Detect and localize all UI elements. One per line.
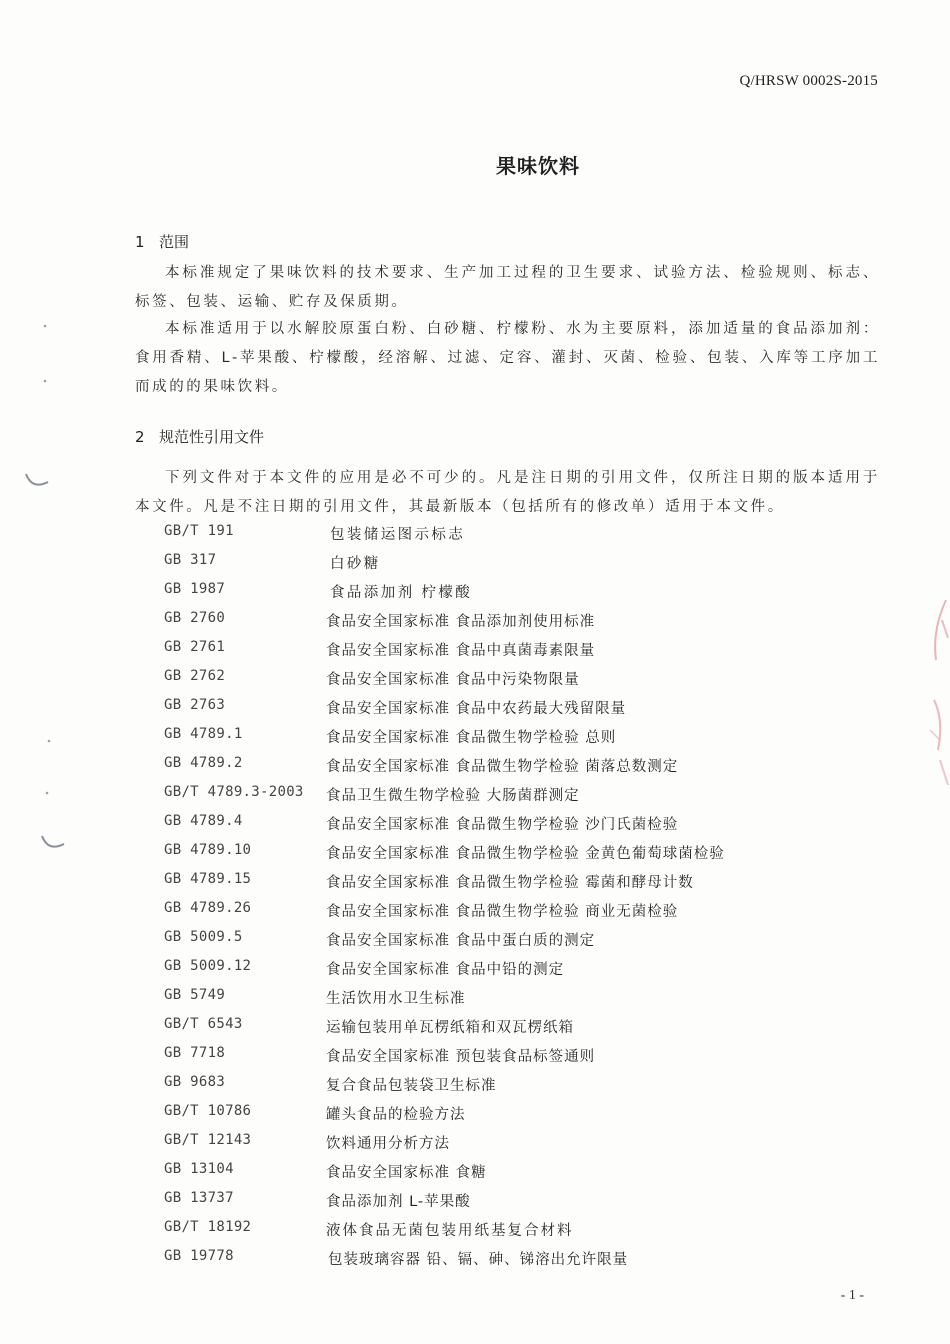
reference-title: 食品安全国家标准 预包装食品标签通则 bbox=[326, 1049, 596, 1065]
reference-code: GB/T 12143 bbox=[164, 1132, 252, 1148]
reference-title: 食品安全国家标准 食糖 bbox=[326, 1165, 487, 1181]
reference-title: 食品安全国家标准 食品微生物学检验 霉菌和酵母计数 bbox=[326, 875, 694, 891]
standard-code: Q/HRSW 0002S-2015 bbox=[739, 73, 878, 89]
reference-item bbox=[0, 1074, 950, 1103]
section-1-heading bbox=[135, 231, 189, 252]
reference-code: GB 2761 bbox=[164, 639, 226, 655]
reference-code: GB 13104 bbox=[164, 1161, 234, 1177]
reference-item bbox=[0, 1248, 950, 1277]
scope-paragraph-2: 本标准适用于以水解胶原蛋白粉、白砂糖、柠檬粉、水为主要原料，添加适量的食品添加剂：食用香精、L-苹果酸、柠檬酸，经溶解、过滤、定容、灌封、灭菌、检验、包装、入库等工序加工而成的的果味饮料。 bbox=[135, 321, 880, 395]
reference-item bbox=[0, 842, 950, 871]
reference-item bbox=[0, 581, 950, 610]
reference-item bbox=[0, 1045, 950, 1074]
section-number: 1 bbox=[135, 233, 145, 251]
reference-code: GB 9683 bbox=[164, 1074, 226, 1090]
reference-item bbox=[0, 813, 950, 842]
reference-item bbox=[0, 1103, 950, 1132]
punch-mark-top-icon bbox=[22, 468, 52, 494]
reference-title: 复合食品包装袋卫生标准 bbox=[326, 1078, 497, 1094]
section-number: 2 bbox=[135, 428, 145, 446]
reference-title: 食品安全国家标准 食品中蛋白质的测定 bbox=[326, 933, 596, 949]
reference-title: 食品卫生微生物学检验 大肠菌群测定 bbox=[326, 788, 580, 804]
reference-title: 食品安全国家标准 食品微生物学检验 金黄色葡萄球菌检验 bbox=[326, 846, 725, 862]
reference-title: 液体食品无菌包装用纸基复合材料 bbox=[326, 1223, 574, 1239]
reference-title: 食品安全国家标准 食品中农药最大残留限量 bbox=[326, 701, 627, 717]
reference-title: 食品安全国家标准 食品中真菌毒素限量 bbox=[326, 643, 596, 659]
reference-item bbox=[0, 871, 950, 900]
reference-code: GB 4789.2 bbox=[164, 755, 243, 771]
reference-code: GB 13737 bbox=[164, 1190, 234, 1206]
reference-title: 食品安全国家标准 食品微生物学检验 商业无菌检验 bbox=[326, 904, 679, 920]
reference-title: 食品添加剂 L-苹果酸 bbox=[326, 1194, 471, 1210]
speck-2-icon bbox=[42, 378, 48, 384]
normative-references-intro: 下列文件对于本文件的应用是必不可少的。凡是注日期的引用文件，仅所注日期的版本适用于本文件。凡是不注日期的引用文件，其最新版本（包括所有的修改单）适用于本文件。 bbox=[135, 470, 880, 515]
reference-item bbox=[0, 755, 950, 784]
section-title: 范围 bbox=[159, 233, 190, 251]
reference-item bbox=[0, 1016, 950, 1045]
reference-title: 食品安全国家标准 食品微生物学检验 菌落总数测定 bbox=[326, 759, 679, 775]
scope-paragraph-1: 本标准规定了果味饮料的技术要求、生产加工过程的卫生要求、试验方法、检验规则、标志、标签、包装、运输、贮存及保质期。 bbox=[135, 265, 880, 310]
reference-title: 食品安全国家标准 食品微生物学检验 沙门氏菌检验 bbox=[326, 817, 679, 833]
reference-code: GB 5009.12 bbox=[164, 958, 252, 974]
reference-code: GB/T 6543 bbox=[164, 1016, 243, 1032]
reference-title: 包装储运图示标志 bbox=[330, 527, 466, 543]
reference-code: GB 2763 bbox=[164, 697, 226, 713]
reference-item bbox=[0, 668, 950, 697]
reference-code: GB 317 bbox=[164, 552, 217, 568]
reference-code: GB 4789.4 bbox=[164, 813, 243, 829]
reference-title: 罐头食品的检验方法 bbox=[326, 1107, 466, 1123]
reference-item bbox=[0, 958, 950, 987]
reference-item bbox=[0, 1161, 950, 1190]
reference-code: GB 2762 bbox=[164, 668, 226, 684]
section-2-heading bbox=[135, 426, 264, 447]
reference-title: 食品安全国家标准 食品添加剂使用标准 bbox=[326, 614, 596, 630]
reference-code: GB 5009.5 bbox=[164, 929, 243, 945]
reference-title: 食品安全国家标准 食品中污染物限量 bbox=[326, 672, 580, 688]
reference-title: 运输包装用单瓦楞纸箱和双瓦楞纸箱 bbox=[326, 1020, 574, 1036]
reference-item bbox=[0, 1132, 950, 1161]
reference-code: GB/T 18192 bbox=[164, 1219, 252, 1235]
reference-code: GB 4789.26 bbox=[164, 900, 252, 916]
reference-item bbox=[0, 929, 950, 958]
reference-item bbox=[0, 523, 950, 552]
document-title: 果味饮料 bbox=[496, 154, 580, 178]
reference-title: 食品添加剂 柠檬酸 bbox=[330, 585, 473, 601]
reference-code: GB 1987 bbox=[164, 581, 226, 597]
speck-1-icon bbox=[42, 323, 48, 329]
reference-code: GB 5749 bbox=[164, 987, 226, 1003]
section-title: 规范性引用文件 bbox=[159, 428, 265, 446]
reference-title: 生活饮用水卫生标准 bbox=[326, 991, 466, 1007]
reference-title: 饮料通用分析方法 bbox=[326, 1136, 450, 1152]
reference-title: 食品安全国家标准 食品中铅的测定 bbox=[326, 962, 565, 978]
reference-item bbox=[0, 900, 950, 929]
reference-title: 食品安全国家标准 食品微生物学检验 总则 bbox=[326, 730, 617, 746]
reference-code: GB 7718 bbox=[164, 1045, 226, 1061]
reference-code: GB 4789.1 bbox=[164, 726, 243, 742]
reference-code: GB/T 4789.3-2003 bbox=[164, 784, 304, 800]
reference-item bbox=[0, 726, 950, 755]
reference-item bbox=[0, 1219, 950, 1248]
reference-code: GB/T 191 bbox=[164, 523, 234, 539]
reference-item bbox=[0, 1190, 950, 1219]
reference-code: GB/T 10786 bbox=[164, 1103, 252, 1119]
reference-code: GB 4789.15 bbox=[164, 871, 252, 887]
reference-item bbox=[0, 784, 950, 813]
reference-code: GB 4789.10 bbox=[164, 842, 252, 858]
reference-item bbox=[0, 639, 950, 668]
reference-item bbox=[0, 552, 950, 581]
reference-item bbox=[0, 610, 950, 639]
reference-code: GB 2760 bbox=[164, 610, 226, 626]
reference-title: 白砂糖 bbox=[330, 556, 381, 572]
page-number: - 1 - bbox=[840, 1288, 864, 1303]
reference-code: GB 19778 bbox=[164, 1248, 234, 1264]
reference-title: 包装玻璃容器 铅、镉、砷、锑溶出允许限量 bbox=[328, 1252, 629, 1268]
reference-item bbox=[0, 987, 950, 1016]
reference-item bbox=[0, 697, 950, 726]
